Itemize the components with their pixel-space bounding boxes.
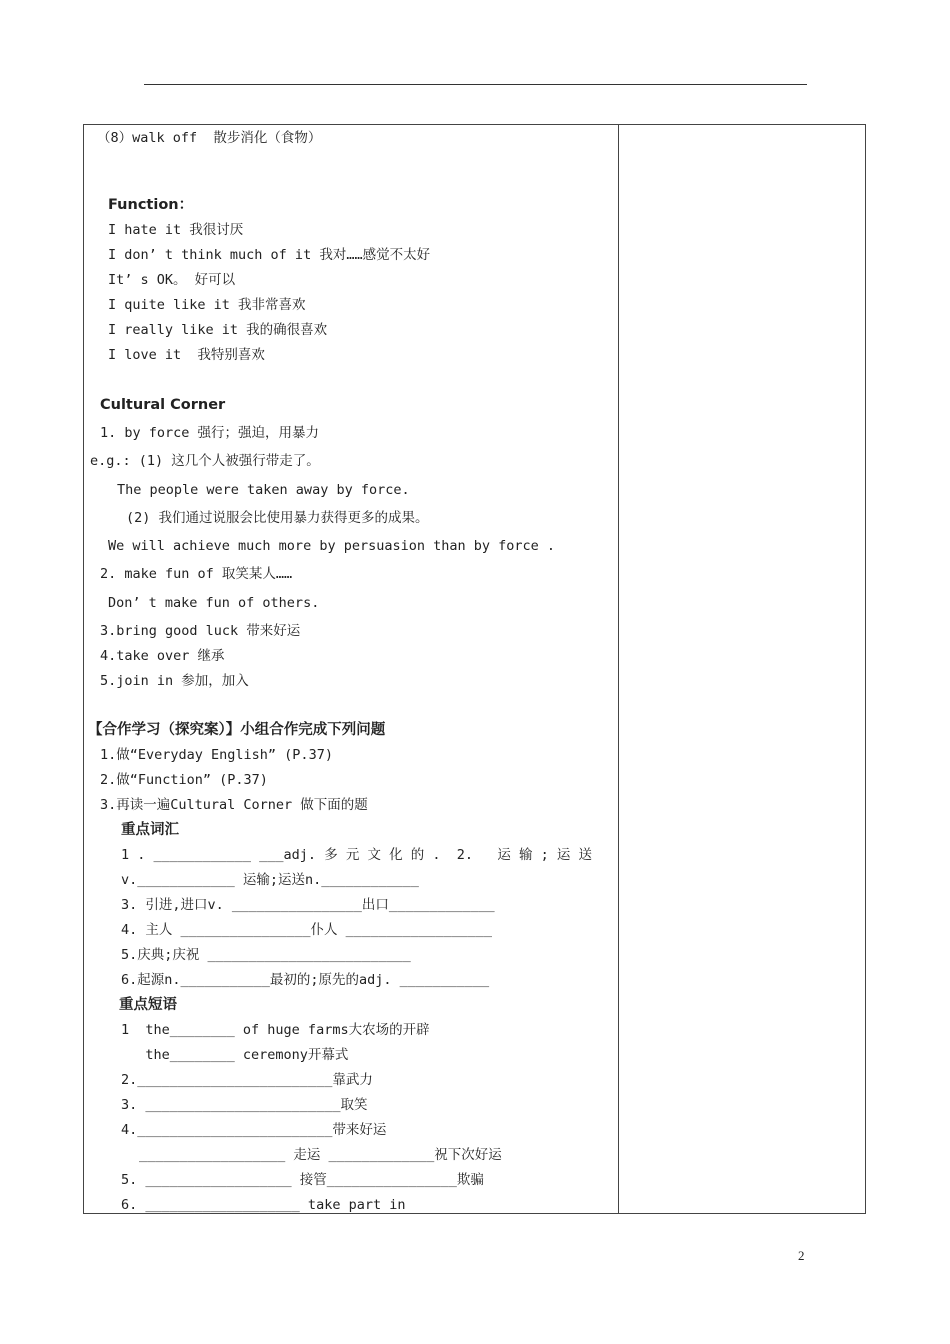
cultural-item: 3.bring good luck 带来好运	[100, 623, 301, 639]
cultural-corner-title: Cultural Corner	[100, 397, 226, 413]
phrase-line: 4.________________________带来好运	[121, 1122, 387, 1138]
cultural-item: 5.join in 参加，加入	[100, 673, 249, 689]
function-line: It’ s OK。 好可以	[108, 272, 236, 288]
example-line: e.g.: (1) 这几个人被强行带走了。	[90, 453, 320, 469]
example-line: (2) 我们通过说服会比使用暴力获得更多的成果。	[126, 510, 429, 526]
task-line: 2.做“Function” (P.37)	[100, 772, 268, 788]
phrase-line: 6. ___________________ take part in	[121, 1197, 406, 1213]
function-title: Function：	[108, 197, 194, 213]
vocab-line: 6.起源n.___________最初的;原先的adj. ___________	[121, 972, 490, 988]
function-line: I quite like it 我非常喜欢	[108, 297, 306, 313]
phrase-line: 2.________________________靠武力	[121, 1072, 373, 1088]
header-rule	[144, 84, 807, 85]
function-line: I love it 我特别喜欢	[108, 347, 265, 363]
vocab-title: 重点词汇	[121, 822, 179, 838]
phrase-line: 3. ________________________取笑	[121, 1097, 368, 1113]
vocab-line: 4. 主人 ________________仆人 __________________	[121, 922, 492, 938]
phrase-line: 1 the________ of huge farms大农场的开辟	[121, 1022, 430, 1038]
cultural-item: 2. make fun of 取笑某人……	[100, 566, 293, 582]
function-line: I hate it 我很讨厌	[108, 222, 244, 238]
phrase-line: the________ ceremony开幕式	[121, 1047, 349, 1063]
task-line: 3.再读一遍Cultural Corner 做下面的题	[100, 797, 368, 813]
phrase-title: 重点短语	[119, 997, 177, 1013]
walk-off-line: （8）walk off 散步消化（食物）	[97, 130, 322, 146]
task-line: 1.做“Everyday English” (P.37)	[100, 747, 333, 763]
example-line: The people were taken away by force.	[117, 482, 410, 498]
vocab-line: 3. 引进,进口v. ________________出口_____________	[121, 897, 495, 913]
vocab-line: 1 . ____________ ___adj. 多 元 文 化 的 . 2. 运 输 ; 运 送	[121, 847, 592, 863]
vocab-line: v.____________ 运输;运送n.____________	[121, 872, 419, 888]
coop-title: 【合作学习（探究案）】小组合作完成下列问题	[88, 722, 386, 738]
phrase-line: 5. __________________ 接管________________欺骗	[121, 1172, 484, 1188]
example-line: We will achieve much more by persuasion than by force .	[108, 538, 556, 554]
function-line: I don’ t think much of it 我对……感觉不太好	[108, 247, 431, 263]
vocab-line: 5.庆典;庆祝 _________________________	[121, 947, 411, 963]
cultural-item: 4.take over 继承	[100, 648, 225, 664]
page-number: 2	[798, 1248, 805, 1263]
column-divider	[618, 124, 619, 1214]
function-line: I really like it 我的确很喜欢	[108, 322, 328, 338]
cultural-item: 1. by force 强行；强迫，用暴力	[100, 425, 320, 441]
phrase-line: __________________ 走运 _____________祝下次好运	[139, 1147, 502, 1163]
example-line: Don’ t make fun of others.	[108, 595, 320, 611]
